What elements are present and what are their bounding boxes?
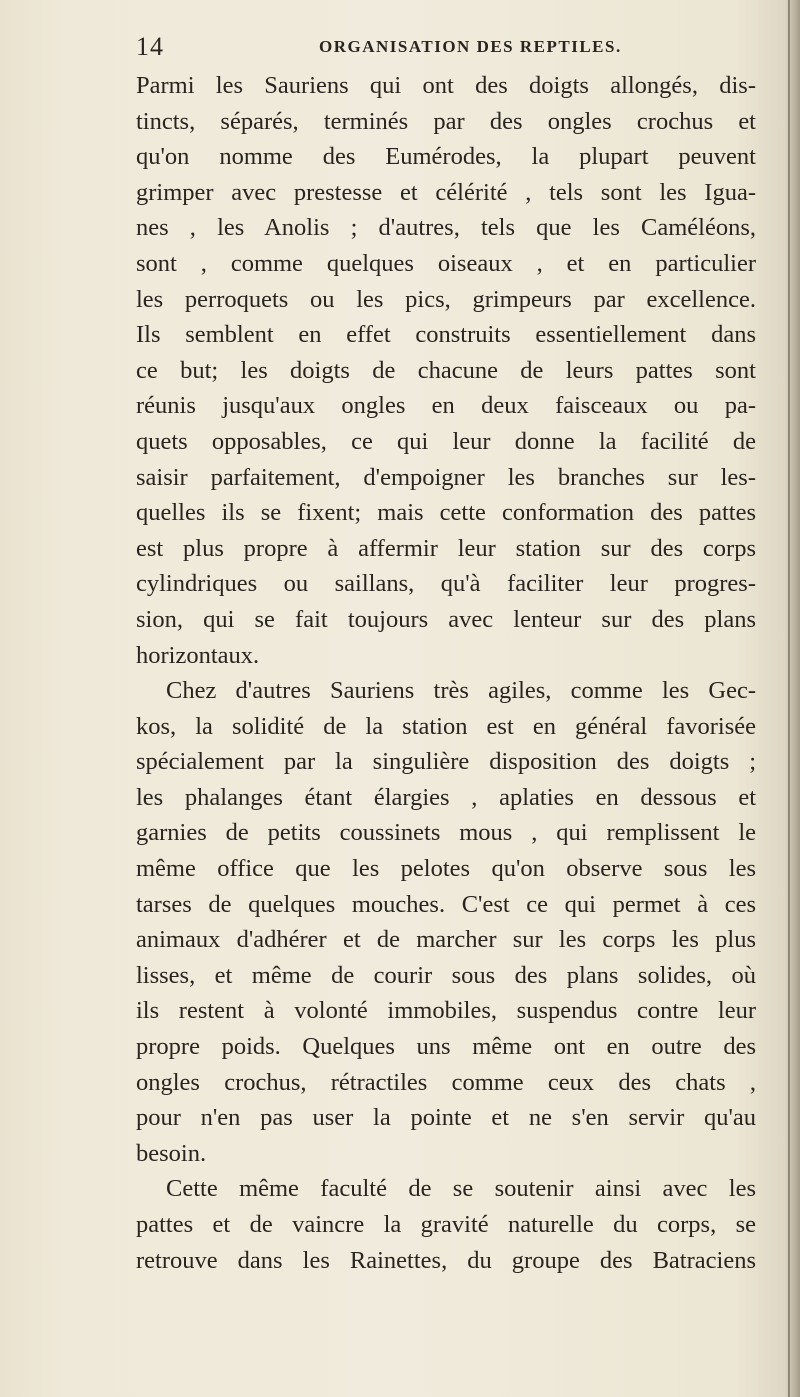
text-line: tarses de quelques mouches. C'est ce qui permet à ces bbox=[136, 890, 756, 918]
text-line: retrouve dans les Rainettes, du groupe des Batraciens bbox=[136, 1246, 756, 1274]
text-line: même office que les pelotes qu'on observe sous les bbox=[136, 855, 756, 883]
body-text bbox=[136, 68, 756, 1278]
text-line: kos, la solidité de la station est en général favorisée bbox=[136, 712, 756, 740]
text-line: Chez d'autres Sauriens très agiles, comme les Gec- bbox=[166, 677, 756, 705]
text-line: ils restent à volonté immobiles, suspendus contre leur bbox=[136, 997, 756, 1025]
text-line: lisses, et même de courir sous des plans solides, où bbox=[136, 961, 756, 989]
text-line: sion, qui se fait toujours avec lenteur sur des plans bbox=[136, 605, 756, 633]
page-number: 14 bbox=[136, 32, 164, 61]
text-line: les phalanges étant élargies , aplaties en dessous et bbox=[136, 783, 756, 811]
text-line: ongles crochus, rétractiles comme ceux des chats , bbox=[136, 1068, 756, 1096]
text-line: quets opposables, ce qui leur donne la facilité de bbox=[136, 427, 756, 455]
text-line: animaux d'adhérer et de marcher sur les corps les plus bbox=[136, 926, 756, 954]
text-line: Ils semblent en effet construits essentiellement dans bbox=[136, 321, 756, 349]
text-line: spécialement par la singulière disposition des doigts ; bbox=[136, 748, 756, 776]
text-line: propre poids. Quelques uns même ont en outre des bbox=[136, 1033, 756, 1061]
running-head: ORGANISATION DES REPTILES. bbox=[319, 37, 622, 56]
text-line: réunis jusqu'aux ongles en deux faisceaux ou pa- bbox=[136, 392, 756, 420]
text-line: tincts, séparés, terminés par des ongles crochus et bbox=[136, 107, 756, 135]
text-line: cylindriques ou saillans, qu'à faciliter leur progres- bbox=[136, 570, 756, 598]
text-line: est plus propre à affermir leur station sur des corps bbox=[136, 534, 756, 562]
text-line: sont , comme quelques oiseaux , et en particulier bbox=[136, 249, 756, 277]
text-line: les perroquets ou les pics, grimpeurs par excellence. bbox=[136, 285, 756, 313]
text-line: qu'on nomme des Eumérodes, la plupart peuvent bbox=[136, 143, 756, 171]
text-line: garnies de petits coussinets mous , qui remplissent le bbox=[136, 819, 756, 847]
text-line: pattes et de vaincre la gravité naturelle du corps, se bbox=[136, 1211, 756, 1238]
text-line: Parmi les Sauriens qui ont des doigts allongés, dis- bbox=[136, 72, 756, 99]
text-line: pour n'en pas user la pointe et ne s'en servir qu'au bbox=[136, 1104, 756, 1132]
page-edge-line bbox=[788, 0, 790, 1397]
page-header bbox=[136, 28, 736, 60]
text-line: grimper avec prestesse et célérité , tels sont les Igua- bbox=[136, 178, 756, 206]
text-line: ce but; les doigts de chacune de leurs pattes sont bbox=[136, 356, 756, 384]
text-line: quelles ils se fixent; mais cette conformation des pattes bbox=[136, 499, 756, 527]
text-line: nes , les Anolis ; d'autres, tels que les Caméléons, bbox=[136, 214, 756, 242]
text-line: besoin. bbox=[136, 1139, 207, 1167]
text-line: saisir parfaitement, d'empoigner les branches sur les- bbox=[136, 463, 756, 491]
text-line: horizontaux. bbox=[136, 641, 260, 669]
text-line: Cette même faculté de se soutenir ainsi avec les bbox=[166, 1175, 756, 1203]
